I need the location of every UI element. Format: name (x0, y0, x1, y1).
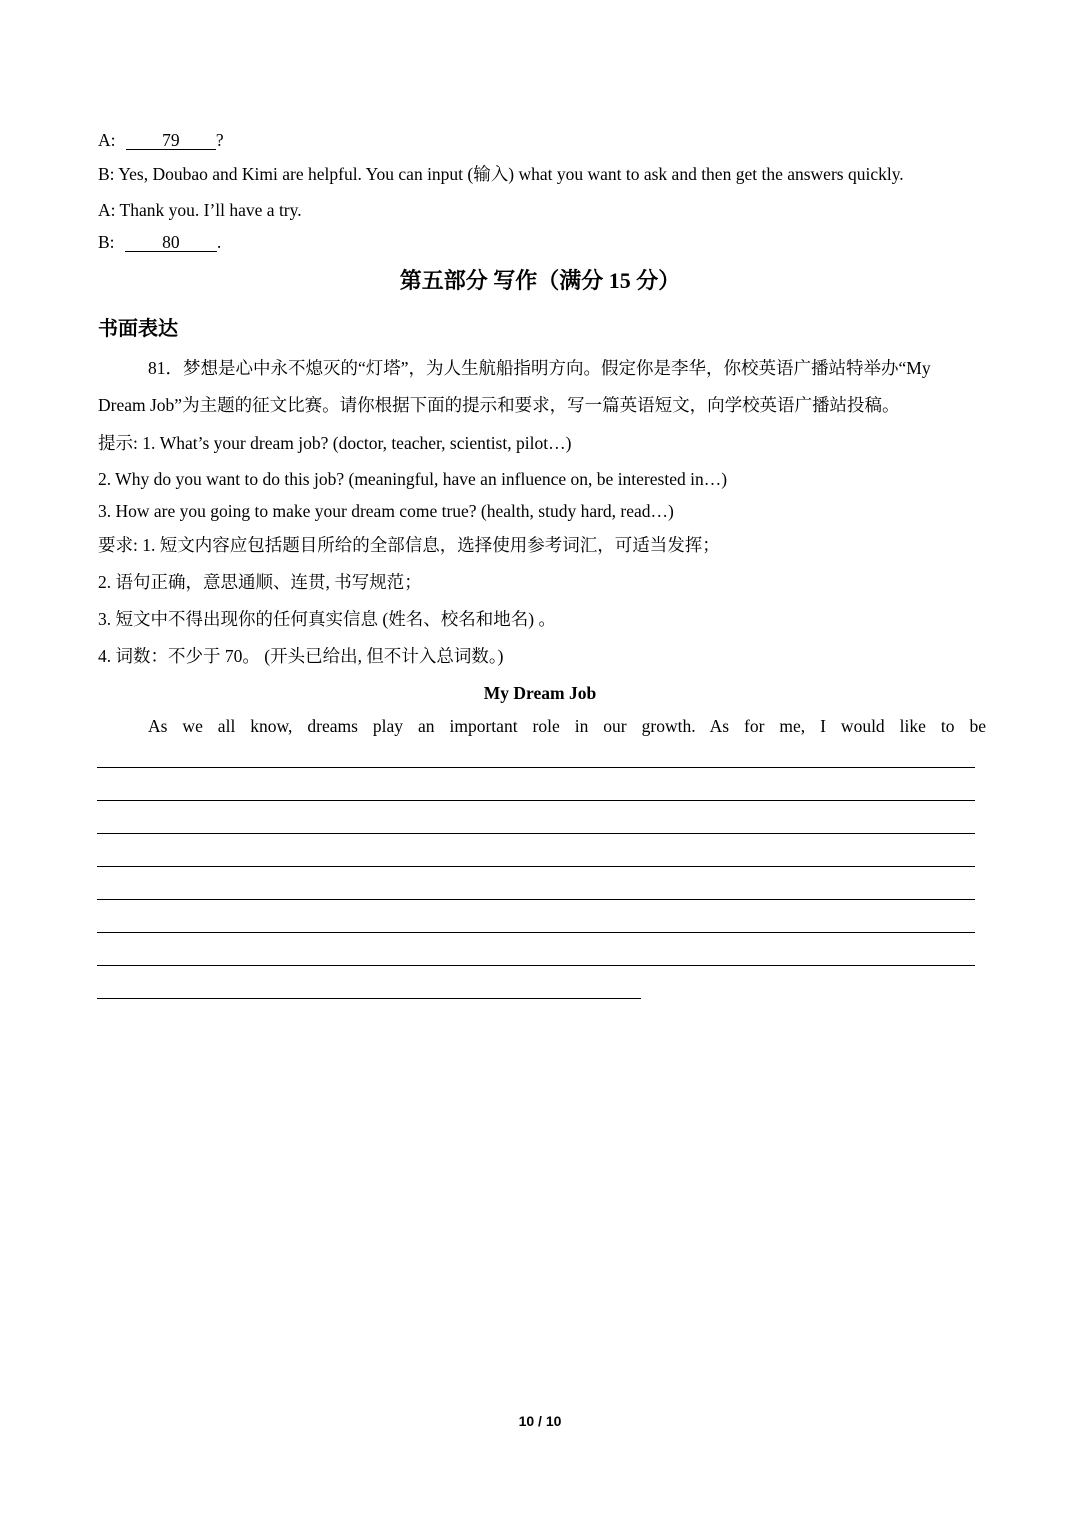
dialogue-line-a1 (98, 129, 224, 151)
section-title: 第五部分 写作（满分 15 分） (399, 268, 681, 293)
writing-line[interactable] (97, 965, 975, 966)
dialogue-line-b2 (98, 231, 221, 253)
section-subheading: 书面表达 (98, 318, 178, 340)
requirement-1: 要求: 1. 短文内容应包括题目所给的全部信息，选择使用参考词汇，可适当发挥； (98, 535, 720, 555)
hint-1: 提示: 1. What’s your dream job? (doctor, teacher, scientist, pilot…) (98, 433, 572, 453)
writing-line[interactable] (97, 866, 975, 867)
hint-3: 3. How are you going to make your dream come true? (health, study hard, read…) (98, 501, 674, 521)
speaker-label: B: (98, 232, 115, 252)
essay-title: My Dream Job (483, 683, 597, 703)
punctuation: ? (215, 130, 224, 150)
requirement-4: 4. 词数：不少于 70。 (开头已给出, 但不计入总词数。) (98, 646, 504, 666)
writing-line-last[interactable] (97, 998, 641, 999)
writing-line[interactable] (97, 767, 975, 768)
writing-line[interactable] (97, 800, 975, 801)
answer-blank-79[interactable]: 79 (126, 131, 216, 150)
page-number: 10 / 10 (518, 1413, 562, 1429)
writing-line[interactable] (97, 833, 975, 834)
punctuation: . (216, 232, 222, 252)
dialogue-line-b1: B: Yes, Doubao and Kimi are helpful. You can input (输入) what you want to ask and then get the answers quickly. (98, 164, 904, 184)
essay-starter: As we all know, dreams play an important role in our growth. As for me, I would like to be (148, 716, 986, 736)
speaker-label: A: (98, 130, 116, 150)
question-text-line-2: Dream Job”为主题的征文比赛。请你根据下面的提示和要求，写一篇英语短文，向学校英语广播站投稿。 (98, 395, 900, 415)
writing-line[interactable] (97, 932, 975, 933)
question-text-line-1: 81．梦想是心中永不熄灭的“灯塔”，为人生航船指明方向。假定你是李华，你校英语广播站特举办“My (148, 358, 931, 378)
requirement-2: 2. 语句正确，意思通顺、连贯, 书写规范； (98, 572, 422, 592)
dialogue-line-a2: A: Thank you. I’ll have a try. (98, 200, 302, 220)
writing-line[interactable] (97, 899, 975, 900)
answer-blank-80[interactable]: 80 (125, 233, 217, 252)
hint-2: 2. Why do you want to do this job? (meaningful, have an influence on, be interested in…) (98, 469, 728, 489)
requirement-3: 3. 短文中不得出现你的任何真实信息 (姓名、校名和地名) 。 (98, 609, 556, 629)
